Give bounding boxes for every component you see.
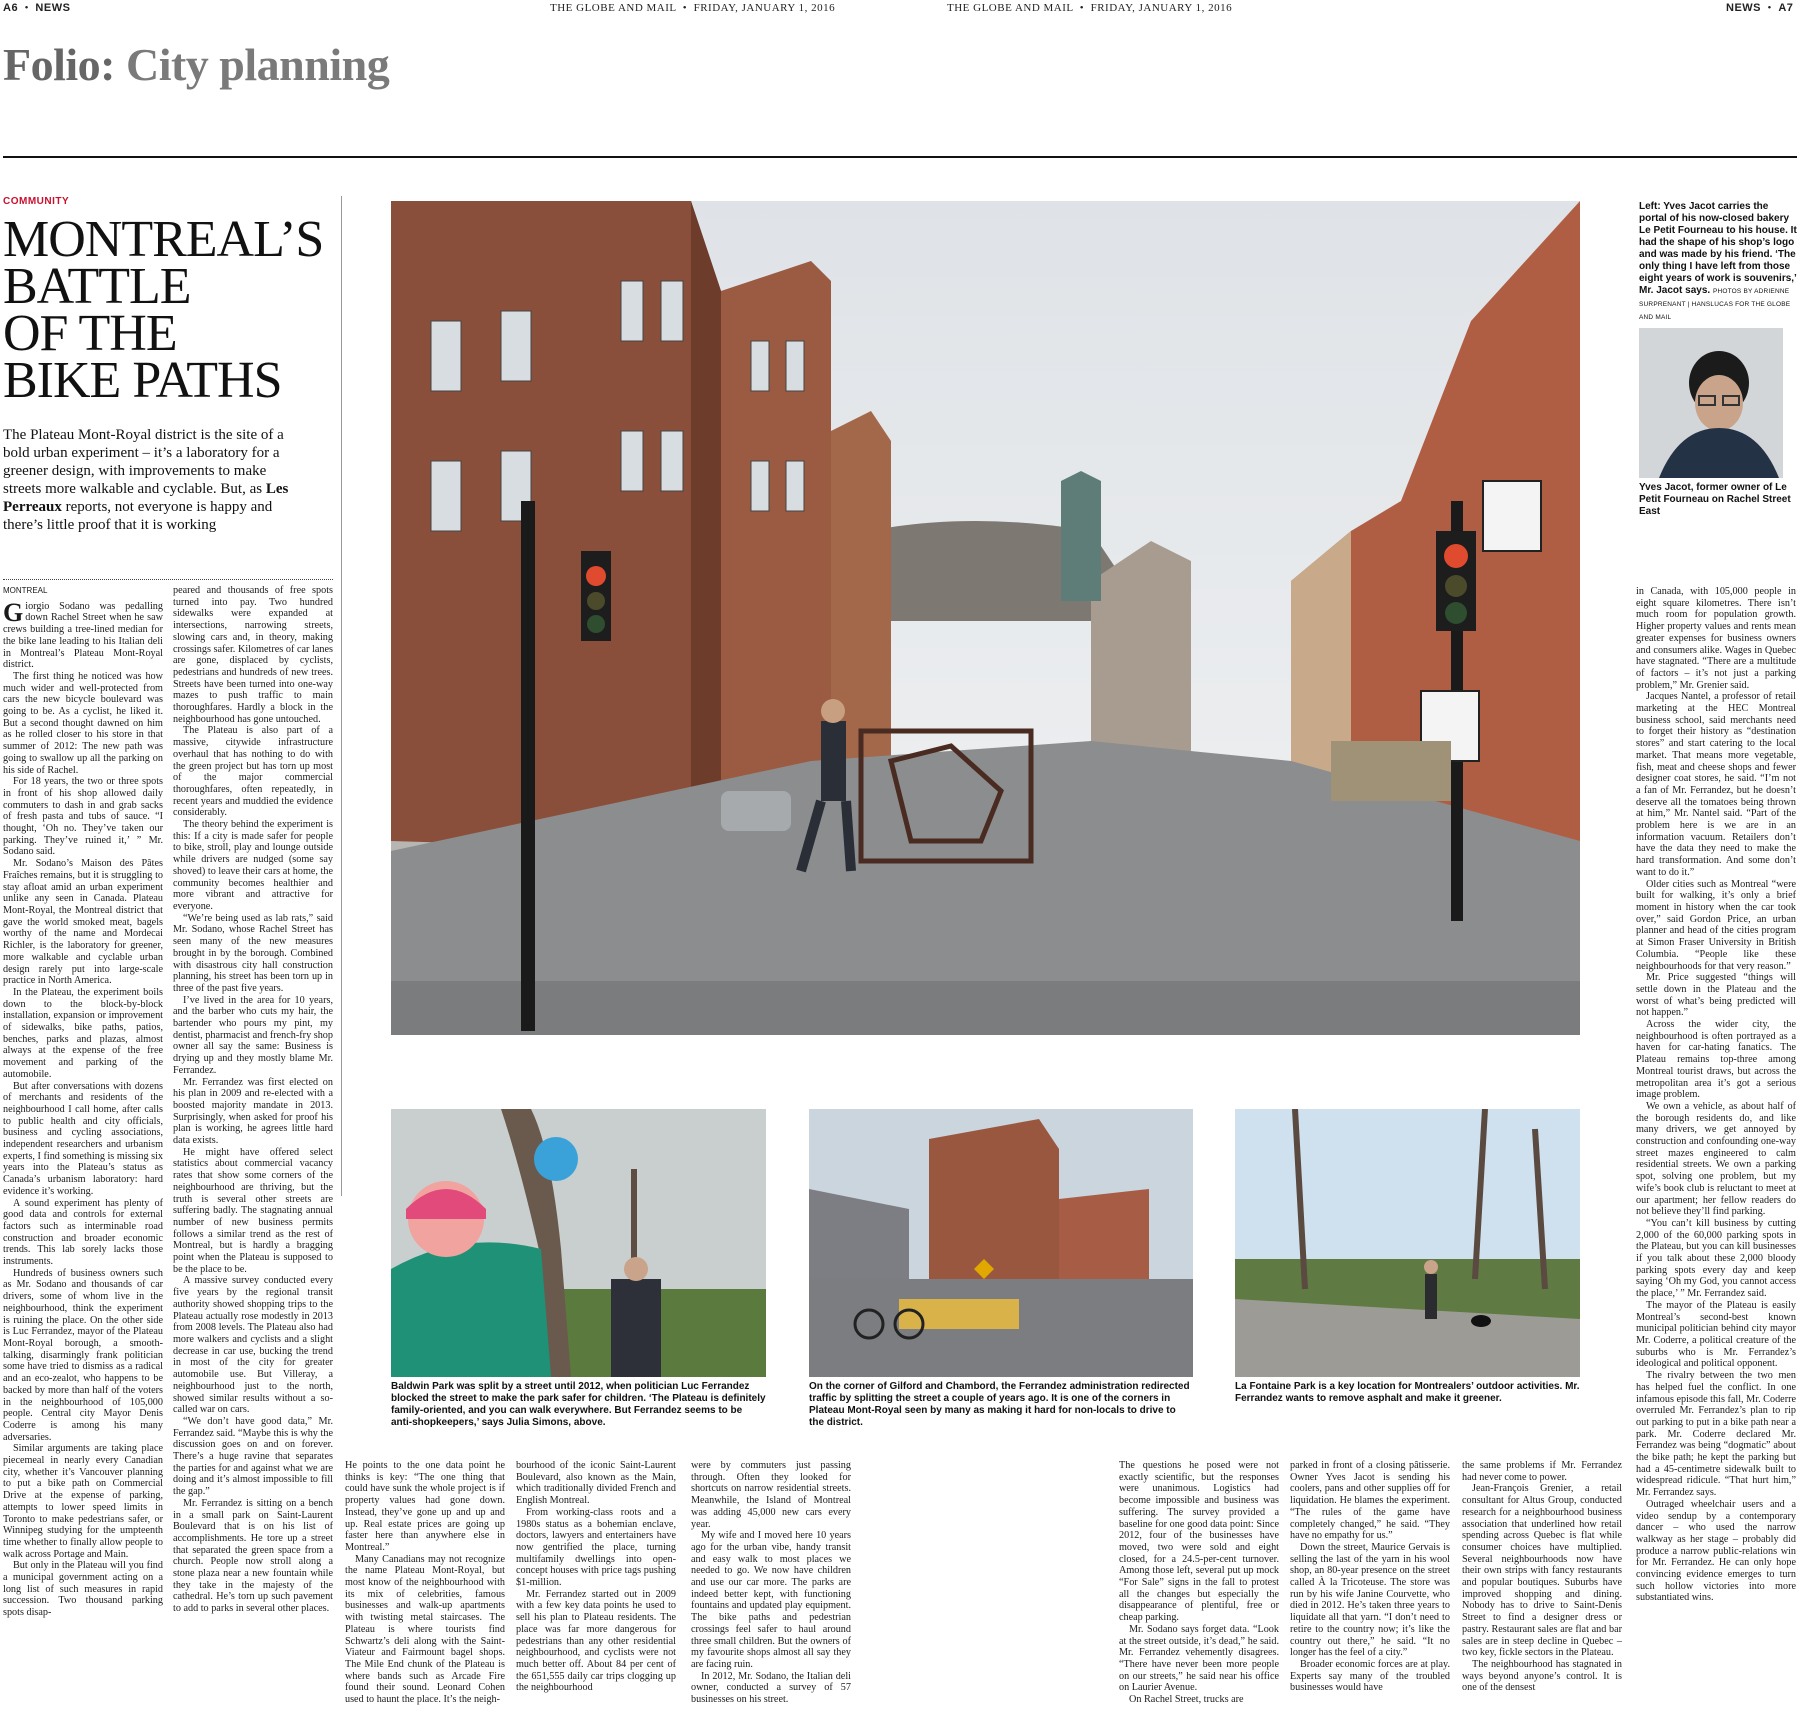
text-column-8: the same problems if Mr. Ferrandez had never come to power. Jean-François Grenier, a retail consultant for Altus Group, conducted research for a neighbourhood business association that underlined how retail spending across Quebec is flat while consumer choices have multiplied. Several neighbourhoods now have their own strips with fancy restaurants and popular boutiques. Suburbs have improved shopping and dining. Nobody has to drive to Saint-Denis Street to find a designer dress or pastry. Restaurant sales are flat and bar sales are in steep decline in Quebec – two key, fickle sectors in the Plateau. The neighbourhood has stagnated in ways beyond anyone’s control. It is one of the densest xyxy=(1462,1460,1622,1694)
section-label-right: NEWS xyxy=(1726,2,1761,14)
headline-line-1: MONTREAL’S xyxy=(3,211,324,268)
text-column-5: were by commuters just passing through. Often they looked for shortcuts on narrow residential streets. Meanwhile, the Island of Montreal was adding 45,000 new cars every year. My wife and I moved here 10 years ago for the urban vibe, handy transit and easy walk to most places we needed to go. We now have children and use our car more. The parks are indeed better kept, with functioning fountains and updated play equipment. The bike paths and pedestrian crossings feel safer to haul around three small children. But the owners of my favourite shops almost all say they are facing ruin. In 2012, Mr. Sodano, the Italian deli owner, conducted a survey of 57 businesses on his street. xyxy=(691,1460,851,1706)
deck-author: Les Perreaux xyxy=(3,481,289,515)
folio-center-left: THE GLOBE AND MAIL • FRIDAY, JANUARY 1, 2016 xyxy=(550,2,836,14)
deck-rule xyxy=(3,579,333,580)
header-rule xyxy=(3,156,1797,158)
text-column-9: in Canada, with 105,000 people in eight square kilometres. There isn’t much room for population growth. Higher property values and rents mean greater expenses for business owners and consumers alike. Wages in Quebec have stagnated. “There are a multitude of factors – it’s not just a parking problem,” Mr. Grenier said. Jacques Nantel, a professor of retail marketing at the HEC Montreal business school, said merchants need to forget their history as “destination stores” and start catering to the local market. That means more vegetable, fish, meat and cheese shops and fewer designer coat stores, he said. “I’m not a fan of Mr. Ferrandez, but he doesn’t deserve all the tomatoes being thrown at him,” Mr. Nantel said. “Part of the problem here is we are in an information vacuum. Retailers don’t have the data they need to make the hard transformation. And some don’t want to do it.” Older cities such as Montreal “were built for walking, it’s only a brief moment in history when the car took over,” said Gordon Price, an urban planner and head of the cities program at Simon Fraser University in British Columbia. “People like these neighbourhoods for that very reason.” Mr. Price suggested “things will settle down in the Plateau and the worst of what’s being predicted will not happen.” Across the wider city, the neighbourhood is often portrayed as a haven for car-hating fanatics. The Plateau remains top-three among Montreal tourist draws, but across the metropolitan area it’s got a serious image problem. We own a vehicle, as about half of the borough residents do, and like many drivers, we get annoyed by construction and confounding one-way street mazes engineered to calm residential streets. We own a parking spot, solving one problem, but my wife’s book club is reluctant to meet at our apartment; her fellow readers do not believe they’ll find parking. “You can’t kill business by cutting 2,000 of the 60,000 parking spots in the Plateau, but you can kill businesses if you talk about these 2,000 bloody parking spots every day and keep saying ‘Oh my God, you cannot access the place,’ ” Mr. Ferrandez said. The mayor of the Plateau is easily Montreal’s second-best known municipal politician behind city mayor Mr. Coderre, a political creature of the suburbs who is Mr. Ferrandez’s ideological and political opponent. The rivalry between the two men has helped fuel the conflict. In one infamous episode this fall, Mr. Coderre overruled Mr. Ferrandez’s plan to rip out parking to put in a bike path near a park. Mr. Coderre declared Mr. Ferrandez was being “dogmatic” about the bike path; he kept the parking but had a 45-centimetre sidewalk built to widespread ridicule. “That hurt him,” Mr. Ferrandez says. Outraged wheelchair users and a video sendup by a contemporary dancer – who used the narrow walkway as her stage – probably did produce a narrow public-relations win for Mr. Ferrandez. He can only hope convincing evidence emerges to turn such hollow victories into more substantiated wins. xyxy=(1636,586,1796,1604)
folio-right: NEWS • A7 xyxy=(1726,2,1794,14)
paper-name-right: THE GLOBE AND MAIL xyxy=(947,2,1074,14)
text-column-7: parked in front of a closing pâtisserie. Owner Yves Jacot is sending his coolers, pans and other supplies off for liquidation. He blames the experiment. “The rules of the game have completely changed,” he said. “They have no empathy for us.” Down the street, Maurice Gervais is selling the last of the yarn in his wool shop, an 80-year presence on the street called À la Tricoteuse. The store was run by his wife Janine Courvette, who died in 2012. He’s taken three years to liquidate all that yarn. “I don’t need to retire to the country now; it’s like the country out there,” he said. “It no longer has the feel of a city.” Broader economic forces are at play. Experts say many of the troubled businesses would have xyxy=(1290,1460,1450,1694)
headline xyxy=(3,211,339,409)
headline-block xyxy=(3,196,339,534)
dropcap: G xyxy=(3,597,24,627)
deck xyxy=(3,426,303,534)
page-number-right: A7 xyxy=(1778,2,1794,14)
text-column-2: peared and thousands of free spots turned into pay. Two hundred sidewalks were expanded at intersections, narrowing streets, slowing cars and, in theory, making crossings safer. Kilometres of car lanes are gone, displaced by cyclists, pedestrians and hundreds of new trees. Streets have been turned into one-way mazes to push traffic to main thoroughfares. Hardly a block in the neighbourhood has gone untouched. The Plateau is also part of a massive, citywide infrastructure overhaul that has nothing to do with the green project but has torn up most of the major commercial thoroughfares, often repeatedly, in recent years and muddied the evidence considerably. The theory behind the experiment is this: If a city is made safer for people to bike, stroll, play and lounge outside while drivers are nudged (some say shoved) to leave their cars at home, the community becomes healthier and more vibrant and attractive for everyone. “We’re being used as lab rats,” said Mr. Sodano, whose Rachel Street has seen many of the new measures brought in by the borough. Combined with disastrous city hall construction planning, his street has been torn up in three of the past five years. I’ve lived in the area for 10 years, and the barber who cuts my hair, the bartender who pours my pint, my dentist, pharmacist and french-fry shop owner all say the same: Business is drying up and they mostly blame Mr. Ferrandez. Mr. Ferrandez was first elected on his plan in 2009 and re-elected with a boosted majority mandate in 2013. Surprisingly, when asked for proof his plan is working, he agrees little hard data exists. He might have offered select statistics about commercial vacancy rates that show some corners of the neighbourhood are thriving, but the truth is several other streets are suffering badly. The stagnating annual number of new business permits follows a similar trend as the rest of Montreal, but is hardly a bragging point when the Plateau is supposed to be the place to be. A massive survey conducted every five years by the regional transit authority showed shopping trips to the Plateau actually rose modestly in 2013 from 2008 levels. The Plateau also had more walkers and cyclists and a slight decrease in car use, bucking the trend in most of the city for greater automobile use. But Villeray, a neighbourhood just to the north, showed similar results without a so-called war on cars. “We don’t have good data,” Mr. Ferrandez said. “Maybe this is why the discussion goes on and on forever. There’s a huge ravine that separates the parties for and against what we are doing and it’s almost impossible to fill the gap.” Mr. Ferrandez is sitting on a bench in a small park on Saint-Laurent Boulevard that is on his list of accomplishments. He tore up a street that separated the green space from a church. People now stroll along a stone plaza near a new fountain while they take in the majesty of the cathedral. He’s torn up such pavement to add to parks in several other places. xyxy=(173,585,333,1615)
lafontaine-park-photo xyxy=(1235,1109,1580,1377)
column-divider xyxy=(341,196,342,1196)
text-column-1: MONTREAL Giorgio Sodano was pedalling down Rachel Street when he saw crews building a tree-lined median for the bike lane leading to his Italian deli in Montreal’s Plateau Mont-Royal district. The first thing he noticed was how much wider and well-protected from cars the new bicycle boulevard was going to be. As a cyclist, he liked it. But a second thought dawned on him as he rolled closer to his store in that summer of 2012: The new path was going to swallow up all the parking on his side of Rachel. For 18 years, the two or three spots in front of his shop allowed daily commuters to dash in and grab sacks of fresh pasta and tubs of sauce. “I thought, ‘Oh no. They’ve taken our parking. They’ve ruined it,’ ” Mr. Sodano said. Mr. Sodano’s Maison des Pâtes Fraîches remains, but it is struggling to stay afloat amid an urban experiment unlike any seen in Canada. Plateau Mont-Royal, the Montreal district that gave the world smoked meat, bagels worthy of the name and Mordecai Richler, is the laboratory for greener, more walkable and cyclable urban design rarely put into large-scale practice in North America. In the Plateau, the experiment boils down to the block-by-block installation, expansion or improvement of sidewalks, bike paths, patios, benches, parks and plazas, almost always at the expense of the free movement and parking of the automobile. But after conversations with dozens of merchants and residents of the neighbourhood I call home, after calls to public health and city officials, business and cycling associations, independent researchers and urbanism experts, I find something is missing six years into the Plateau’s status as Canada’s urbanism laboratory: hard evidence it’s working. A sound experiment has plenty of good data and controls for external factors such as interminable road construction and broader economic trends. This lab sorely lacks those instruments. Hundreds of business owners such as Mr. Sodano and thousands of car drivers, some of whom live in the neighbourhood, think the experiment is ruining the place. On the other side is Luc Ferrandez, mayor of the Plateau Mont-Royal borough, a smooth-talking, disarmingly frank politician some have tried to dismiss as a radical and an eco-zealot, who happens to be backed by more than half of the voters in the neighbourhood of 105,000 people. Central city Mayor Denis Coderre is among his many adversaries. Similar arguments are taking place piecemeal in nearly every Canadian city, whether it’s Vancouver planning to put a bike path on Commercial Drive at the expense of parking, attempts to lower speed limits in Toronto to make pedestrians safer, or Winnipeg studying for the umpteenth time whether to finally allow people to walk across Portage and Main. But only in the Plateau will you find a municipal government acting on a long list of such measures in rapid succession. Two thousand parking spots disap- xyxy=(3,586,163,1619)
baldwin-park-photo xyxy=(391,1109,766,1377)
date-right: FRIDAY, JANUARY 1, 2016 xyxy=(1090,2,1233,14)
section-label-left: NEWS xyxy=(35,2,71,14)
caption-baldwin-park: Baldwin Park was split by a street until 2012, when politician Luc Ferrandez blocked the street to make the park safer for children. ‘The Plateau is definitely family-oriented, and you can walk everywhere. But Ferrandez seems to be anti-shopkeepers,’ says Julia Simons, above. xyxy=(391,1381,766,1428)
deck-text-1: The Plateau Mont-Royal district is the site of a bold urban experiment – it’s a laboratory for a greener design, with improvements to make streets more walkable and cyclable. But, as xyxy=(3,427,284,497)
deck-text-2: reports, not everyone is happy and there’s little proof that it is working xyxy=(3,499,273,533)
caption-lafontaine-park: La Fontaine Park is a key location for Montrealers’ outdoor activities. Mr. Ferrandez wants to remove asphalt and make it greener. xyxy=(1235,1381,1580,1404)
paper-name-left: THE GLOBE AND MAIL xyxy=(550,2,677,14)
caption-jacot-portal: Left: Yves Jacot carries the portal of his now-closed bakery Le Petit Fourneau to his house. It had the shape of his shop’s logo and was made by his friend. ‘The only thing I have left from those eight years of work is souvenirs,’ Mr. Jacot says. PHOTOS BY ADRIENNE SURPRENANT | HANSLUCAS FOR THE GLOBE AND MAIL xyxy=(1639,201,1797,321)
folio-label: Folio: xyxy=(3,39,115,90)
text-column-4: bourhood of the iconic Saint-Laurent Boulevard, also known as the Main, which traditionally divided French and English Montreal. From working-class roots and a 1980s status as a bohemian enclave, doctors, lawyers and entertainers have now gentrified the place, turning multifamily dwellings into open-concept houses with price tags pushing $1-million. Mr. Ferrandez started out in 2009 with a few key data points he used to sell his plan to Plateau residents. The place was far more dangerous for pedestrians than any other residential neighbourhood, and cyclists were not much better off. About 84 per cent of the 651,555 daily car trips clogging up the neighbourhood xyxy=(516,1460,676,1694)
main-street-photo xyxy=(391,201,1580,1035)
folio-center-right: THE GLOBE AND MAIL • FRIDAY, JANUARY 1, 2016 xyxy=(947,2,1233,14)
date-left: FRIDAY, JANUARY 1, 2016 xyxy=(693,2,836,14)
gilford-corner-photo xyxy=(809,1109,1193,1377)
folio-topic: City planning xyxy=(125,39,390,90)
photo-credit: PHOTOS BY ADRIENNE SURPRENANT | HANSLUCAS FOR THE GLOBE AND MAIL xyxy=(1639,288,1791,321)
folio-left: A6 • NEWS xyxy=(3,2,71,14)
folio-header xyxy=(3,38,389,91)
text-column-3: He points to the one data point he thinks is key: “The one thing that could have sunk the whole project is if property values had gone down. Instead, they’ve gone up and up and up. Real estate prices are going up faster here than anywhere else in Montreal.” Many Canadians may not recognize the name Plateau Mont-Royal, but most know of the neighbourhood with its mix of celebrities, famous businesses and walk-up apartments with twisting metal staircases. The Plateau is where tourists find Schwartz’s deli along with the Saint-Viateur and Fairmount bagel shops. The Mile End chunk of the Plateau is where bands such as Arcade Fire found their sound. Leonard Cohen used to haunt the place. It’s the neigh- xyxy=(345,1460,505,1706)
caption-jacot-portrait: Yves Jacot, former owner of Le Petit Fourneau on Rachel Street East xyxy=(1639,482,1791,517)
page-number-left: A6 xyxy=(3,2,19,14)
headline-line-2: BATTLE xyxy=(3,258,191,315)
headline-line-4: BIKE PATHS xyxy=(3,352,282,409)
dateline: MONTREAL xyxy=(3,586,48,595)
text-column-6: The questions he posed were not exactly scientific, but the responses were unanimous. Logistics had become impossible and business was suffering. The survey provided a baseline for one good data point: Since 2012, four of the businesses have moved, two were sold and eight closed, for a 24.5-per-cent turnover. Among those left, several put up mock “For Sale” signs in the fall to protest all the changes but especially the disappearance of plentiful, free or cheap parking. Mr. Sodano says forget data. “Look at the street outside, it’s dead,” he said. Mr. Ferrandez vehemently disagrees. “There have never been more people on our streets,” he said near his office on Laurier Avenue. On Rachel Street, trucks are xyxy=(1119,1460,1279,1706)
caption-gilford-corner: On the corner of Gilford and Chambord, the Ferrandez administration redirected traffic by splitting the street a couple of years ago. It is one of the corners in Plateau Mont-Royal seen by many as making it hard for non-locals to drive to the district. xyxy=(809,1381,1190,1428)
jacot-portrait-photo xyxy=(1639,328,1783,478)
headline-line-3: OF THE xyxy=(3,305,177,362)
kicker: COMMUNITY xyxy=(3,196,70,207)
